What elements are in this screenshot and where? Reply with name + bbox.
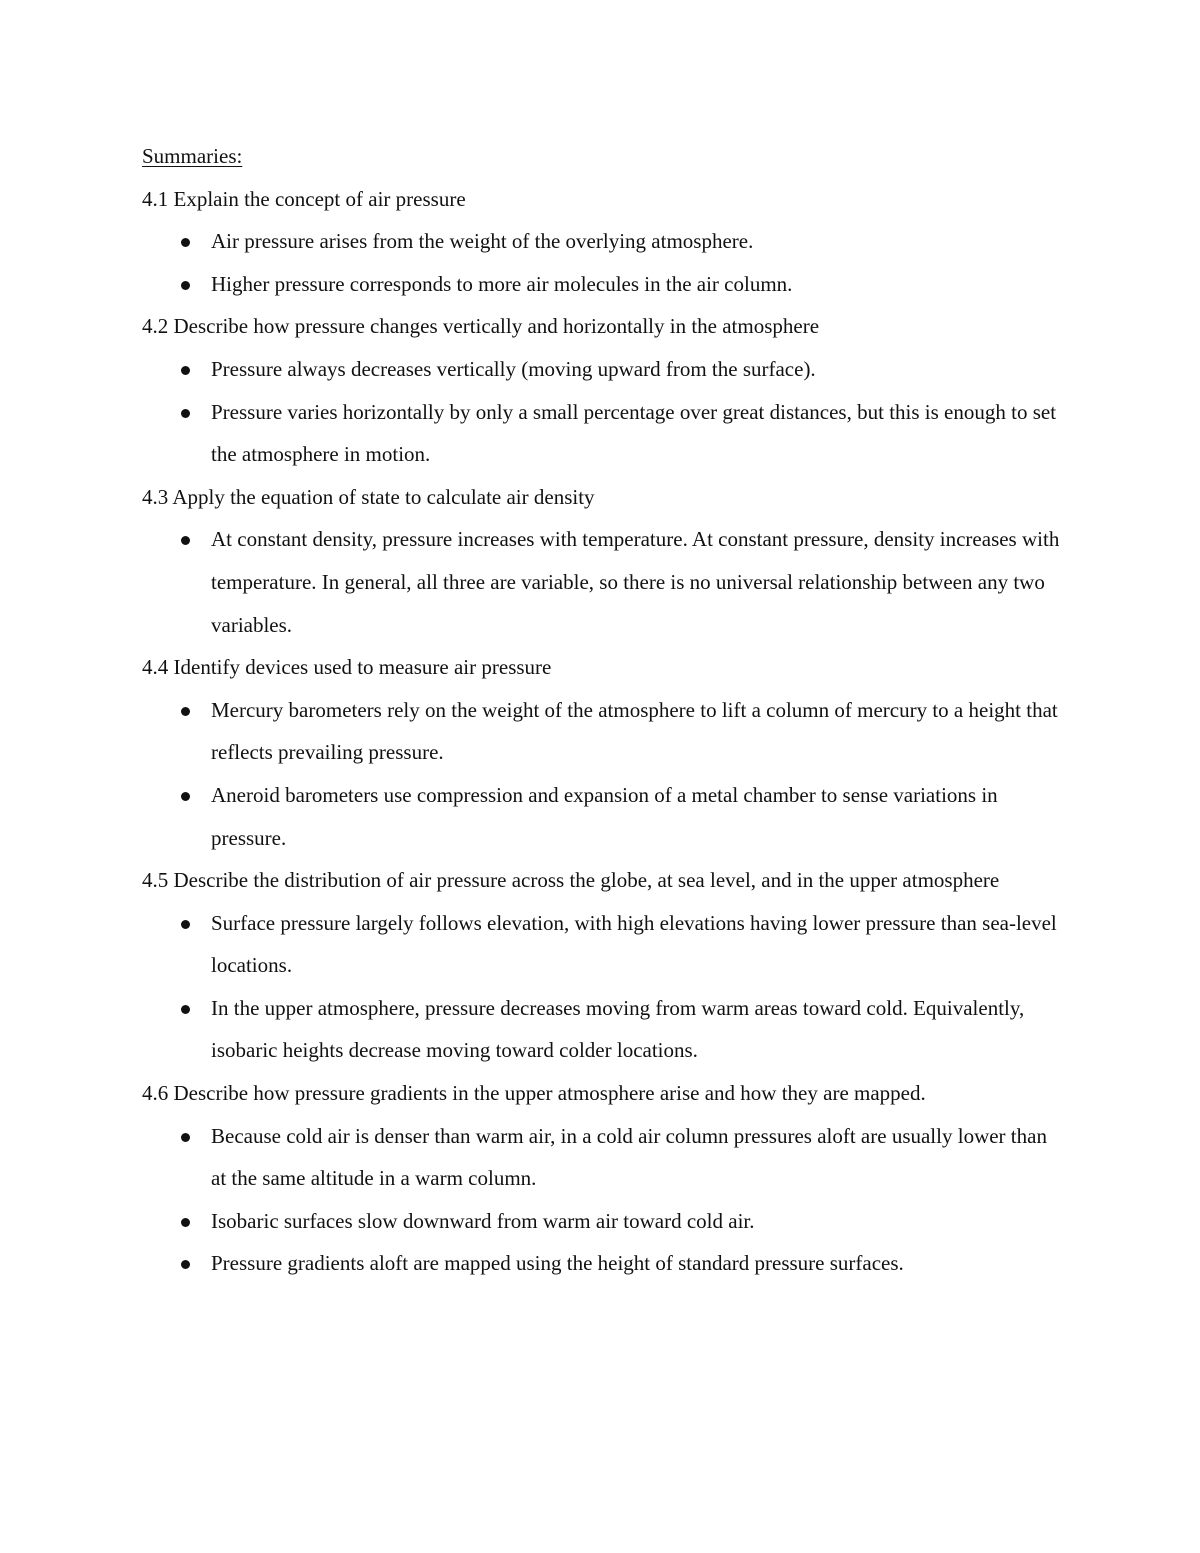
bullet-icon bbox=[181, 1005, 190, 1014]
section-title: 4.6 Describe how pressure gradients in the upper atmosphere arise and how they are mapped. bbox=[142, 1081, 926, 1106]
bullet-text: Surface pressure largely follows elevation, with high elevations having lower pressure than sea-level locations. bbox=[211, 910, 1057, 978]
bullet-text: Isobaric surfaces slow downward from warm air toward cold air. bbox=[211, 1208, 755, 1233]
list-item bbox=[142, 263, 1067, 306]
bullet-icon bbox=[181, 281, 190, 290]
bullet-text: Pressure varies horizontally by only a small percentage over great distances, but this is enough to set the atmosphere in motion. bbox=[211, 399, 1057, 467]
section-4-4 bbox=[142, 646, 1067, 859]
section-title: 4.5 Describe the distribution of air pressure across the globe, at sea level, and in the upper atmosphere bbox=[142, 868, 1000, 893]
list-item bbox=[142, 220, 1067, 263]
section-title: 4.2 Describe how pressure changes vertically and horizontally in the atmosphere bbox=[142, 314, 820, 339]
bullet-list bbox=[142, 902, 1067, 1072]
bullet-icon bbox=[181, 536, 190, 545]
section-title: 4.1 Explain the concept of air pressure bbox=[142, 186, 466, 211]
section-title: 4.4 Identify devices used to measure air pressure bbox=[142, 655, 552, 680]
bullet-icon bbox=[181, 1218, 190, 1227]
section-4-1 bbox=[142, 178, 1067, 306]
bullet-icon bbox=[181, 366, 190, 375]
bullet-icon bbox=[181, 792, 190, 801]
section-title: 4.3 Apply the equation of state to calculate air density bbox=[142, 484, 595, 509]
section-4-2 bbox=[142, 305, 1067, 475]
bullet-list bbox=[142, 220, 1067, 305]
section-4-5 bbox=[142, 859, 1067, 1072]
list-item bbox=[142, 391, 1067, 476]
bullet-text: Mercury barometers rely on the weight of the atmosphere to lift a column of mercury to a height that reflects prevailing pressure. bbox=[211, 697, 1058, 765]
list-item bbox=[142, 902, 1067, 987]
list-item bbox=[142, 689, 1067, 774]
bullet-list bbox=[142, 1115, 1067, 1285]
bullet-icon bbox=[181, 1260, 190, 1269]
bullet-list bbox=[142, 689, 1067, 859]
list-item bbox=[142, 1200, 1067, 1243]
bullet-text: Pressure always decreases vertically (moving upward from the surface). bbox=[211, 356, 816, 381]
list-item bbox=[142, 774, 1067, 859]
bullet-icon bbox=[181, 707, 190, 716]
bullet-list bbox=[142, 348, 1067, 476]
bullet-text: Pressure gradients aloft are mapped using the height of standard pressure surfaces. bbox=[211, 1251, 904, 1276]
bullet-text: Air pressure arises from the weight of the overlying atmosphere. bbox=[211, 229, 754, 254]
bullet-icon bbox=[181, 409, 190, 418]
list-item bbox=[142, 518, 1067, 646]
bullet-icon bbox=[181, 1133, 190, 1142]
section-4-6 bbox=[142, 1072, 1067, 1285]
bullet-text: Aneroid barometers use compression and expansion of a metal chamber to sense variations in pressure. bbox=[211, 782, 998, 850]
bullet-text: In the upper atmosphere, pressure decreases moving from warm areas toward cold. Equivalently, isobaric heights decrease moving toward colder locations. bbox=[211, 995, 1025, 1063]
list-item bbox=[142, 348, 1067, 391]
list-item bbox=[142, 1242, 1067, 1285]
list-item bbox=[142, 987, 1067, 1072]
bullet-text: At constant density, pressure increases with temperature. At constant pressure, density increases with temperature. In general, all three are variable, so there is no universal relationship between any two variables. bbox=[211, 527, 1060, 637]
bullet-icon bbox=[181, 238, 190, 247]
summaries-heading: Summaries: bbox=[142, 144, 243, 168]
document-page bbox=[142, 135, 1067, 1285]
list-item bbox=[142, 1115, 1067, 1200]
bullet-list bbox=[142, 518, 1067, 646]
bullet-text: Higher pressure corresponds to more air molecules in the air column. bbox=[211, 271, 793, 296]
bullet-icon bbox=[181, 920, 190, 929]
bullet-text: Because cold air is denser than warm air, in a cold air column pressures aloft are usually lower than at the same altitude in a warm column. bbox=[211, 1123, 1047, 1191]
section-4-3 bbox=[142, 476, 1067, 646]
